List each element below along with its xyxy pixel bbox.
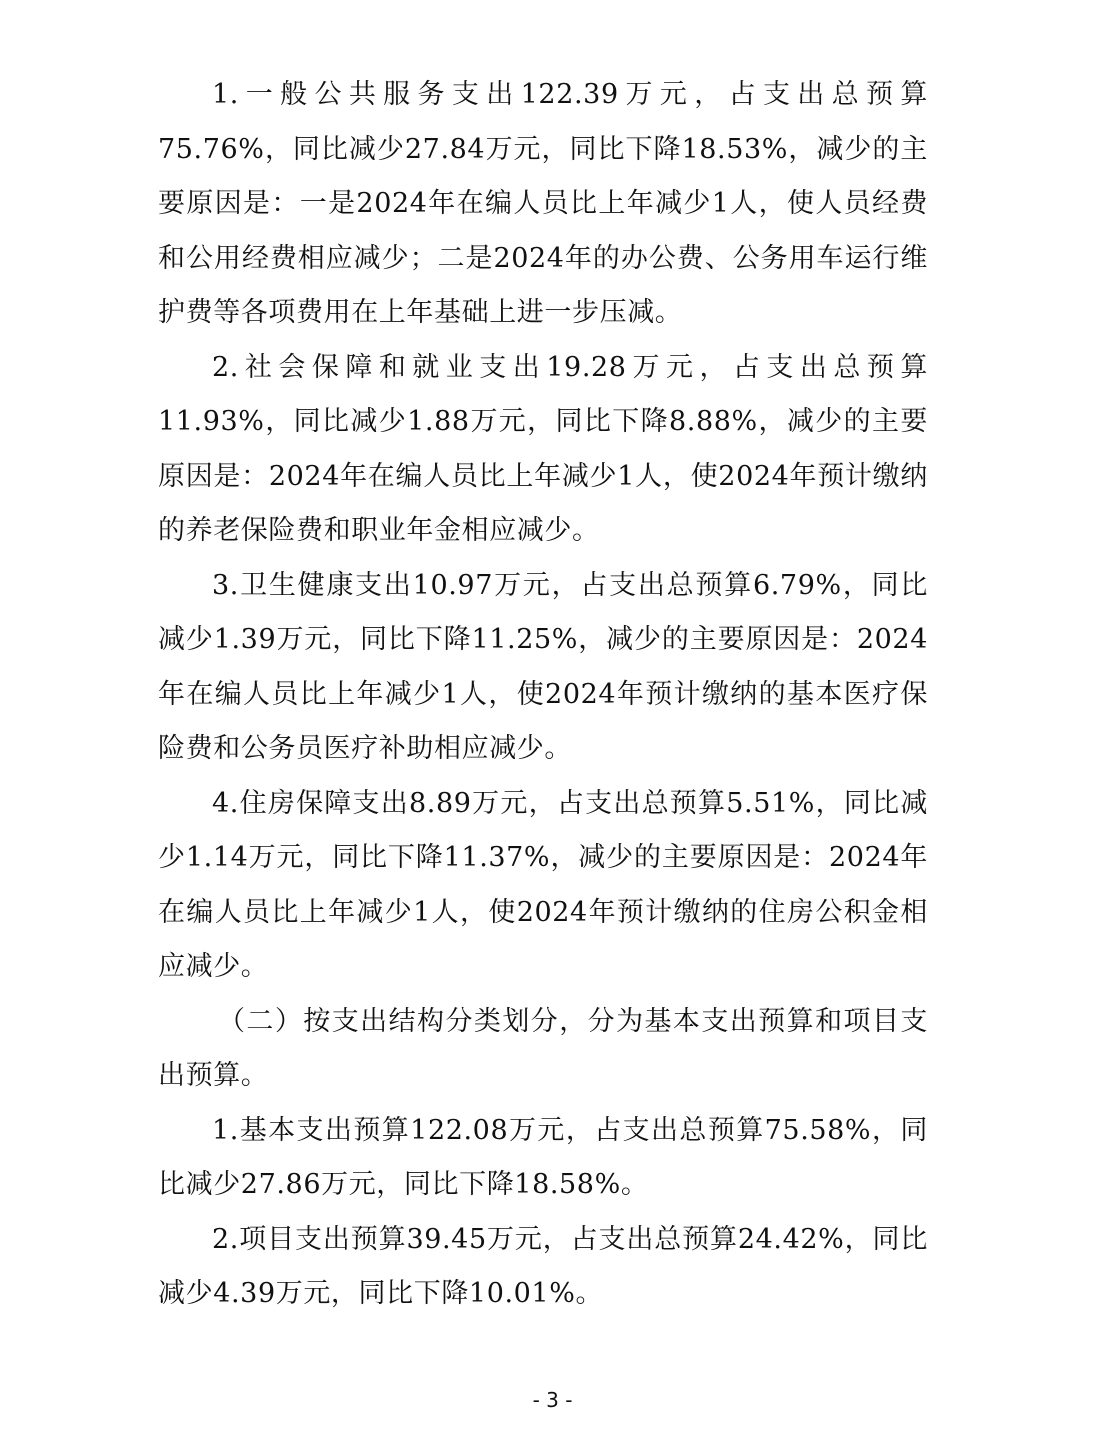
paragraph-project-expenditure: 2.项目支出预算39.45万元，占支出总预算24.42%，同比减少4.39万元，同比下降10.01%。 <box>158 1223 928 1309</box>
page-number: - 3 - <box>532 1388 573 1412</box>
paragraph-housing: 4.住房保障支出8.89万元，占支出总预算5.51%，同比减少1.14万元，同比下降11.37%，减少的主要原因是：2024年在编人员比上年减少1人，使2024年预计缴纳的住房公积金相应减少。 <box>158 787 928 982</box>
section-heading-expenditure-structure: （二）按支出结构分类划分，分为基本支出预算和项目支出预算。 <box>158 1005 928 1091</box>
paragraph-general-public-services: 1.一般公共服务支出122.39万元，占支出总预算75.76%，同比减少27.84万元，同比下降18.53%，减少的主要原因是：一是2024年在编人员比上年减少1人，使人员经费和公用经费相应减少；二是2024年的办公费、公务用车运行维护费等各项费用在上年基础上进一步压减。 <box>158 79 928 328</box>
paragraph-basic-expenditure: 1.基本支出预算122.08万元，占支出总预算75.58%，同比减少27.86万元，同比下降18.58%。 <box>158 1114 928 1200</box>
paragraph-health: 3.卫生健康支出10.97万元，占支出总预算6.79%，同比减少1.39万元，同比下降11.25%，减少的主要原因是：2024年在编人员比上年减少1人，使2024年预计缴纳的基本医疗保险费和公务员医疗补助相应减少。 <box>158 569 928 764</box>
paragraph-social-security: 2.社会保障和就业支出19.28万元，占支出总预算11.93%，同比减少1.88万元，同比下降8.88%，减少的主要原因是：2024年在编人员比上年减少1人，使2024年预计缴纳的养老保险费和职业年金相应减少。 <box>158 351 928 546</box>
body-text <box>158 68 928 1322</box>
